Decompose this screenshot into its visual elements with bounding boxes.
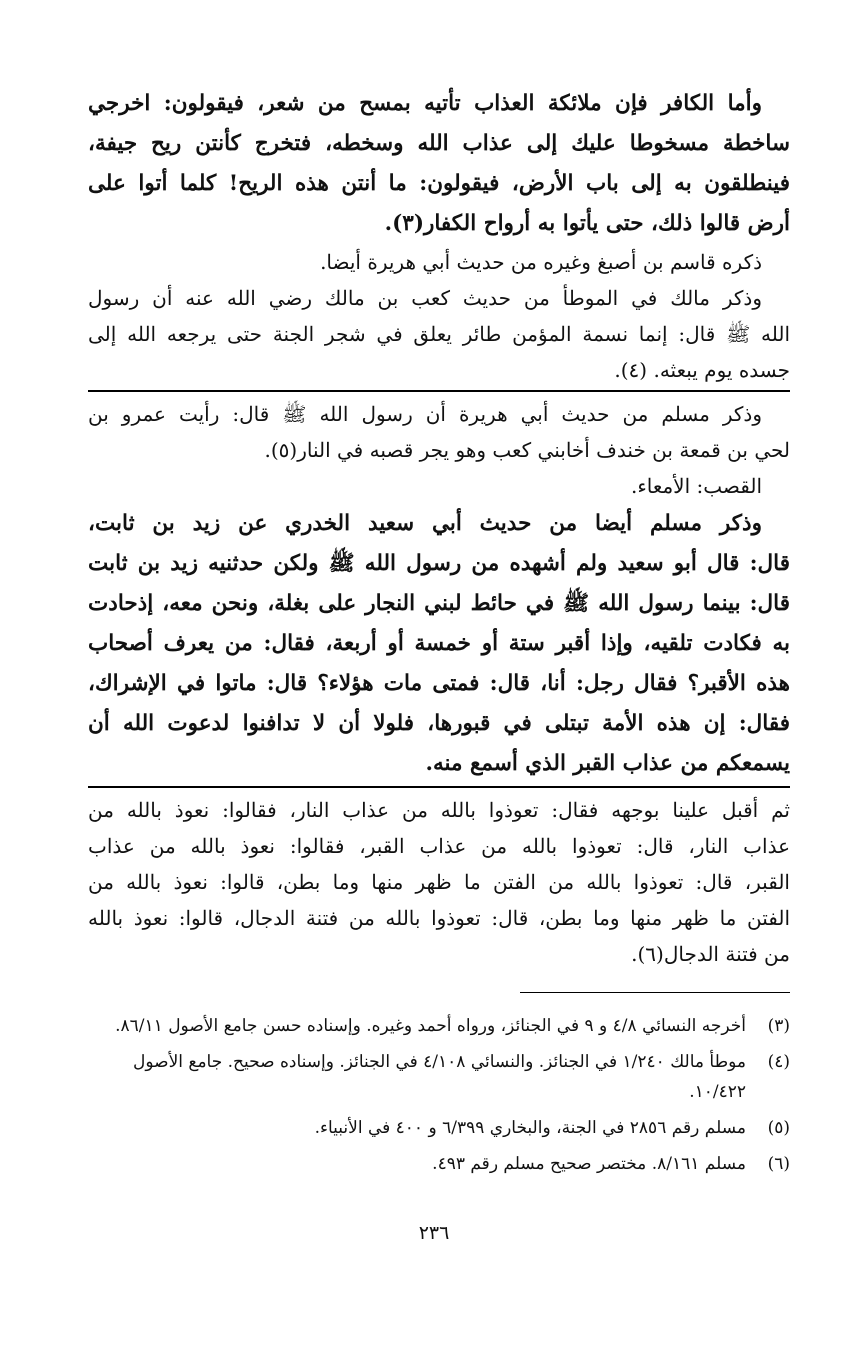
paragraph-3 [88,280,790,388]
text-line: القبر، قال: تعوذوا بالله من الفتن ما ظهر منها وما بطن، قالوا: نعوذ بالله من [88,870,790,894]
text-line: وأما الكافر فإن ملائكة العذاب تأتيه بمسح من شعر، فيقولون: اخرجي [88,91,762,116]
footnote-separator [520,992,790,993]
text-line: الفتن ما ظهر منها وما بطن، قال: تعوذوا بالله من فتنة الدجال، قالوا: نعوذ بالله [88,906,790,930]
footnote [88,1113,790,1143]
paragraph-4 [88,396,790,468]
footnote [88,1047,790,1107]
text-line: ثم أقبل علينا بوجهه فقال: تعوذوا بالله من عذاب النار، فقالوا: نعوذ بالله من [88,798,790,822]
footnotes [88,1011,790,1179]
text-line: ذكره قاسم بن أصبغ وغيره من حديث أبي هريرة أيضا. [320,250,762,274]
paragraph-6 [88,504,790,784]
separator-line [88,786,790,788]
text-line: لحي بن قمعة بن خندف أخابني كعب وهو يجر قصبه في النار(٥). [264,438,790,462]
text-line: أرض قالوا ذلك، حتى يأتوا به أرواح الكفار(٣). [384,211,790,236]
text-line: جسده يوم يبعثه. (٤). [614,358,790,382]
text-line: عذاب النار، قال: تعوذوا بالله من عذاب القبر، فقالوا: نعوذ بالله من عذاب [88,834,790,858]
footnote-text: مسلم ٨/١٦١. مختصر صحيح مسلم رقم ٤٩٣. [432,1154,746,1174]
footnote-text: أخرجه النسائي ٤/٨ و ٩ في الجنائز، ورواه أحمد وغيره. وإسناده حسن جامع الأصول ٨٦/١١. [115,1016,746,1036]
paragraph-7 [88,792,790,972]
page-body [88,84,790,1364]
footnote [88,1149,790,1179]
footnote-text: موطأ مالك ١/٢٤٠ في الجنائز. والنسائي ٤/١٠٨ في الجنائز. وإسناده صحيح. جامع الأصول ١٠/٤٢٢. [133,1052,746,1102]
text-line: فينطلقون به إلى باب الأرض، فيقولون: ما أنتن هذه الريح! كلما أتوا على [88,171,790,196]
page-number: ٢٣٦ [418,1222,450,1244]
text-line: وذكر مالك في الموطأ من حديث كعب بن مالك رضي الله عنه أن رسول [88,286,762,310]
text-line: يسمعكم من عذاب القبر الذي أسمع منه. [425,751,790,776]
footnote-number: (٦) [767,1154,790,1174]
footnote-text: مسلم رقم ٢٨٥٦ في الجنة، والبخاري ٦/٣٩٩ و ٤٠٠ في الأنبياء. [314,1118,746,1138]
paragraph-5 [88,468,790,504]
text-line: به فكادت تلقيه، وإذا أقبر ستة أو خمسة أو أربعة، فقال: من يعرف أصحاب [88,631,790,656]
text-line: وذكر مسلم من حديث أبي هريرة أن رسول الله ﷺ قال: رأيت عمرو بن [88,402,762,426]
text-line: قال: بينما رسول الله ﷺ في حائط لبني النجار على بغلة، ونحن معه، إذحادت [88,591,790,616]
text-line: هذه الأقبر؟ فقال رجل: أنا، قال: فمتى مات هؤلاء؟ قال: ماتوا في الإشراك، [88,671,790,696]
text-line: ساخطة مسخوطا عليك إلى عذاب الله وسخطه، فتخرج كأنتن ريح جيفة، [88,131,790,156]
paragraph-1 [88,84,790,244]
paragraph-2 [88,244,790,280]
text-line: فقال: إن هذه الأمة تبتلى في قبورها، فلولا أن لا تدافنوا لدعوت الله أن [88,711,790,736]
footnote-number: (٤) [767,1052,790,1072]
text-line: وذكر مسلم أيضا من حديث أبي سعيد الخدري عن زيد بن ثابت، [88,511,762,536]
footnote-number: (٣) [767,1016,790,1036]
text-line: القصب: الأمعاء. [630,474,762,498]
text-line: الله ﷺ قال: إنما نسمة المؤمن طائر يعلق في شجر الجنة حتى يرجعه الله إلى [88,322,790,346]
separator-line [88,390,790,392]
text-line: من فتنة الدجال(٦). [631,942,790,966]
footnote [88,1011,790,1041]
footnote-number: (٥) [767,1118,790,1138]
text-line: قال: قال أبو سعيد ولم أشهده من رسول الله ﷺ ولكن حدثنيه زيد بن ثابت [88,551,790,576]
